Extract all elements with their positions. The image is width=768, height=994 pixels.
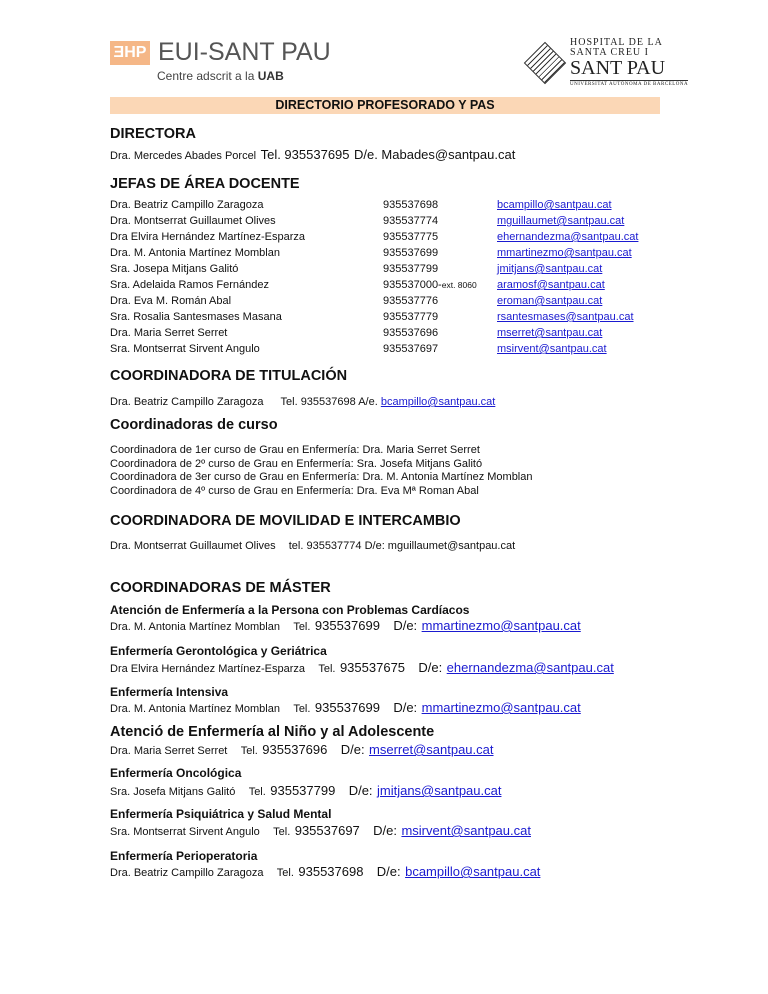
master-contact-line [110, 822, 531, 840]
tel: 935537675 [339, 660, 406, 675]
master-contact-line [110, 617, 581, 635]
tel-number: 935537000- [383, 279, 442, 291]
list-item: Coordinadora de 4º curso de Grau en Enfermería: Dra. Eva Mª Roman Abal [110, 484, 479, 497]
name: Dra Elvira Hernández Martínez-Esparza [110, 231, 306, 243]
tel [383, 263, 438, 275]
tel [383, 327, 438, 339]
email-label: D/e: [393, 618, 418, 633]
logo-line: HOSPITAL DE LA [570, 37, 663, 48]
email-link[interactable]: mmartinezmo@santpau.cat [497, 247, 632, 259]
tel [383, 215, 438, 227]
name: Sra. Adelaida Ramos Fernández [110, 279, 269, 291]
master-title: Enfermería Gerontológica y Geriátrica [110, 644, 327, 658]
titulacion-line [110, 396, 495, 408]
master-contact-line [110, 863, 540, 881]
list-item: Coordinadora de 3er curso de Grau en Enfermería: Dra. M. Antonia Martínez Momblan [110, 471, 533, 483]
email-link[interactable]: jmitjans@santpau.cat [376, 783, 502, 798]
name: Dra. Beatriz Campillo Zaragoza [110, 199, 264, 211]
email-label: D/e: [418, 660, 443, 675]
tel-label: Tel. [293, 703, 311, 715]
master-title: Enfermería Oncológica [110, 766, 242, 780]
tel [383, 279, 477, 291]
name: Dra. M. Antonia Martínez Momblan [110, 621, 280, 633]
email-link[interactable]: ehernandezma@santpau.cat [446, 660, 614, 675]
tel-number: 935537698 [383, 199, 439, 211]
logo-text: EUI-SANT PAU [158, 38, 331, 66]
name: Dra. Montserrat Guillaumet Olives [110, 215, 276, 227]
email-link[interactable]: mguillaumet@santpau.cat [497, 215, 625, 227]
name: Dra. Maria Serret Serret [110, 327, 228, 339]
tel-number: 935537775 [383, 231, 439, 243]
tel-number: 935537699 [383, 247, 439, 259]
tel [383, 199, 438, 211]
tel [383, 231, 438, 243]
logo-line: SANTA CREU I [570, 47, 649, 58]
name: Sra. Rosalia Santesmases Masana [110, 311, 282, 323]
name: Dra. Beatriz Campillo Zaragoza [110, 396, 264, 408]
curso-heading: Coordinadoras de curso [110, 417, 278, 433]
directora-heading: DIRECTORA [110, 126, 196, 142]
tel [383, 311, 438, 323]
email-link[interactable]: mserret@santpau.cat [497, 327, 603, 339]
name: Dra. Eva M. Román Abal [110, 295, 232, 307]
email-link[interactable]: rsantesmases@santpau.cat [497, 311, 634, 323]
tel-number: 935537776 [383, 295, 439, 307]
ext: ext. 8060 [441, 280, 477, 290]
email-label: D/e: [340, 742, 365, 757]
tel-number: 935537697 [383, 343, 439, 355]
master-contact-line [110, 699, 581, 717]
tel-label: Tel. [273, 826, 291, 838]
list-item: Coordinadora de 2º curso de Grau en Enfermería: Sra. Josefa Mitjans Galitó [110, 457, 483, 470]
titulacion-heading: COORDINADORA DE TITULACIÓN [110, 368, 348, 384]
email-label: D/e: [373, 823, 397, 838]
email-link[interactable]: bcampillo@santpau.cat [380, 396, 496, 408]
name: Dra. M. Antonia Martínez Momblan [110, 703, 280, 715]
tel: 935537699 [314, 618, 380, 633]
tel [383, 295, 438, 307]
email-link[interactable]: mmartinezmo@santpau.cat [421, 700, 581, 715]
email-link[interactable]: jmitjans@santpau.cat [497, 263, 603, 275]
tel-label: Tel. [276, 867, 294, 879]
tel-number: 935537774 [383, 215, 439, 227]
jefas-heading: JEFAS DE ÁREA DOCENTE [110, 176, 300, 192]
page-title: DIRECTORIO PROFESORADO Y PAS [110, 97, 660, 114]
tel-label: Tel. [318, 663, 336, 675]
name: Dra. M. Antonia Martínez Momblan [110, 247, 280, 259]
logo-mark: ƎHP [110, 41, 150, 65]
movilidad-heading: COORDINADORA DE MOVILIDAD E INTERCAMBIO [110, 513, 461, 529]
tel: 935537799 [270, 783, 336, 798]
logo-line: UNIVERSITAT AUTÒNOMA DE BARCELONA [570, 82, 689, 87]
tel [383, 343, 438, 355]
master-contact-line [110, 782, 501, 800]
directora-line [110, 146, 515, 164]
tel-label: Tel. [248, 786, 266, 798]
master-title: Atención de Enfermería a la Persona con Problemas Cardíacos [110, 603, 470, 617]
email: D/e. Mabades@santpau.cat [353, 147, 516, 162]
tel: Tel. 935537698 A/e. [280, 396, 378, 408]
tel: 935537696 [262, 742, 328, 757]
uab-logo: UAB [257, 69, 284, 83]
name: Dra. Beatriz Campillo Zaragoza [110, 867, 264, 879]
email-label: D/e: [393, 700, 418, 715]
tel-label: Tel. [293, 621, 311, 633]
master-title: Enfermería Intensiva [110, 685, 229, 699]
contact: tel. 935537774 D/e: mguillaumet@santpau.cat [288, 540, 516, 552]
email-link[interactable]: aramosf@santpau.cat [497, 279, 605, 291]
tel-number: 935537696 [383, 327, 439, 339]
hospital-emblem-icon [524, 41, 566, 83]
tel: 935537698 [298, 864, 364, 879]
name: Dra. Mercedes Abades Porcel [110, 150, 257, 162]
email-link[interactable]: ehernandezma@santpau.cat [497, 231, 639, 243]
email-link[interactable]: mserret@santpau.cat [369, 742, 494, 757]
tel [383, 247, 438, 259]
name: Dra Elvira Hernández Martínez-Esparza [110, 663, 306, 675]
name: Dra. Maria Serret Serret [110, 745, 228, 757]
hospital-sant-pau-logo [530, 38, 688, 87]
name: Sra. Montserrat Sirvent Angulo [110, 826, 260, 838]
master-contact-line [110, 741, 494, 759]
name: Sra. Josefa Mitjans Galitó [110, 786, 236, 798]
email-link[interactable]: msirvent@santpau.cat [401, 823, 531, 838]
master-heading: COORDINADORAS DE MÁSTER [110, 580, 331, 596]
name: Dra. Montserrat Guillaumet Olives [110, 540, 276, 552]
movilidad-line [110, 540, 515, 552]
master-title: Enfermería Perioperatoria [110, 849, 258, 863]
tel: 935537699 [314, 700, 380, 715]
email-link[interactable]: mmartinezmo@santpau.cat [421, 618, 581, 633]
email-label: D/e: [348, 783, 373, 798]
master-title: Enfermería Psiquiátrica y Salud Mental [110, 807, 332, 821]
name: Sra. Josepa Mitjans Galitó [110, 263, 239, 275]
tel-number: 935537779 [383, 311, 439, 323]
list-item: Coordinadora de 1er curso de Grau en Enfermería: Dra. Maria Serret Serret [110, 444, 480, 456]
eui-sant-pau-logo [110, 38, 331, 67]
master-title: Atenció de Enfermería al Niño y al Adolescente [110, 724, 435, 740]
email-link[interactable]: bcampillo@santpau.cat [405, 864, 541, 879]
logo-subtitle [157, 69, 284, 83]
tel: 935537697 [294, 823, 360, 838]
email-link[interactable]: eroman@santpau.cat [497, 295, 603, 307]
tel-label: Tel. [240, 745, 258, 757]
tel: Tel. 935537695 [260, 147, 350, 162]
email-label: D/e: [376, 864, 401, 879]
curso-list [110, 444, 533, 498]
logo-sub-text: Centre adscrit a la [157, 69, 255, 83]
email-link[interactable]: msirvent@santpau.cat [497, 343, 607, 355]
email-link[interactable]: bcampillo@santpau.cat [497, 199, 612, 211]
logo-line: SANT PAU [570, 57, 666, 79]
name: Sra. Montserrat Sirvent Angulo [110, 343, 260, 355]
master-contact-line [110, 659, 614, 677]
tel-number: 935537799 [383, 263, 439, 275]
